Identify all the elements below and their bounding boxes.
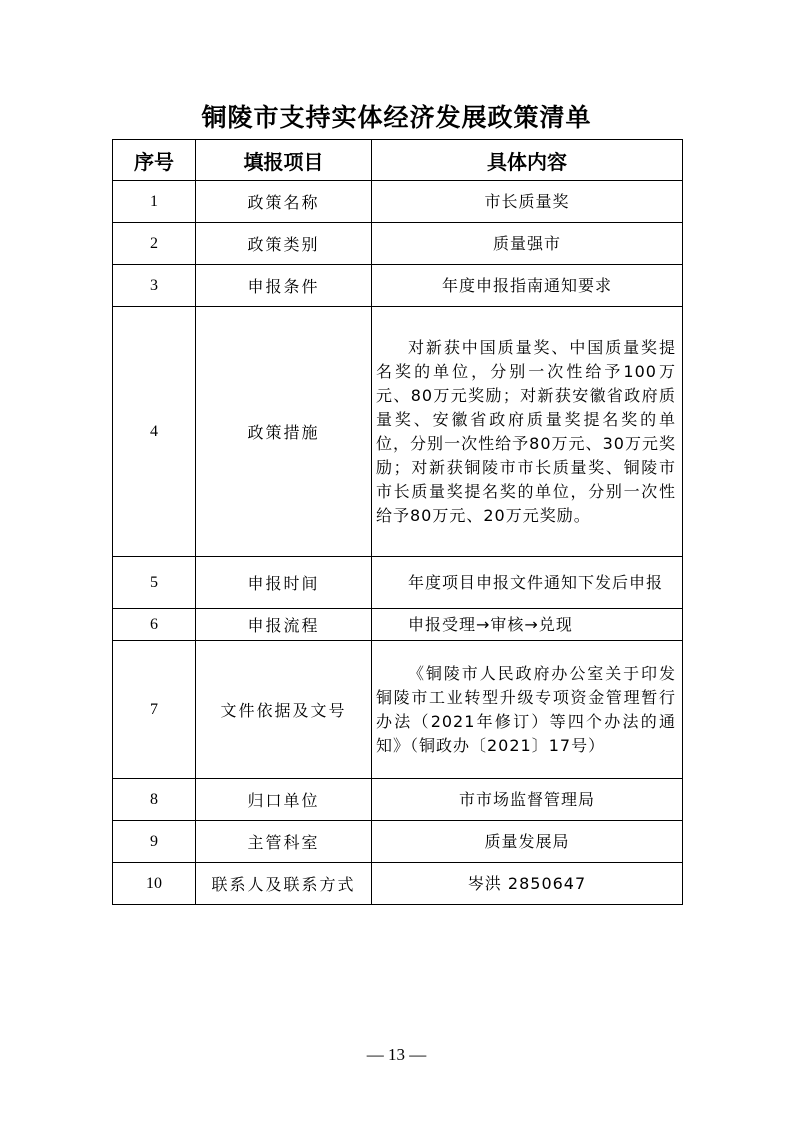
- header-serial: 序号: [113, 140, 196, 181]
- row-number: 5: [113, 557, 196, 609]
- table-row: [113, 265, 683, 307]
- row-item: 政策名称: [196, 181, 372, 223]
- row-item: 政策措施: [196, 307, 372, 557]
- header-item: 填报项目: [196, 140, 372, 181]
- row-number: 9: [113, 821, 196, 863]
- table-row: [113, 779, 683, 821]
- document-title: 铜陵市支持实体经济发展政策清单: [201, 103, 592, 132]
- row-content: 年度申报指南通知要求: [372, 265, 683, 307]
- table-row: [113, 307, 683, 557]
- table-body: [113, 181, 683, 905]
- row-number: 8: [113, 779, 196, 821]
- row-item: 主管科室: [196, 821, 372, 863]
- row-content: 《铜陵市人民政府办公室关于印发铜陵市工业转型升级专项资金管理暂行办法（2021年修订）等四个办法的通知》（铜政办〔2021〕17号）: [372, 641, 683, 779]
- row-number: 2: [113, 223, 196, 265]
- table-header: [113, 140, 683, 181]
- row-number: 3: [113, 265, 196, 307]
- table-row: [113, 181, 683, 223]
- row-content: 市长质量奖: [372, 181, 683, 223]
- row-content: 市市场监督管理局: [372, 779, 683, 821]
- row-number: 10: [113, 863, 196, 905]
- table-row: [113, 863, 683, 905]
- header-content: 具体内容: [372, 140, 683, 181]
- table-row: [113, 821, 683, 863]
- row-item: 联系人及联系方式: [196, 863, 372, 905]
- row-number: 7: [113, 641, 196, 779]
- row-item: 归口单位: [196, 779, 372, 821]
- table-row: [113, 609, 683, 641]
- row-item: 申报条件: [196, 265, 372, 307]
- page-number: — 13 —: [366, 1045, 427, 1064]
- row-number: 4: [113, 307, 196, 557]
- row-content: 申报受理→审核→兑现: [372, 609, 683, 641]
- row-item: 文件依据及文号: [196, 641, 372, 779]
- row-item: 申报时间: [196, 557, 372, 609]
- policy-table: [112, 139, 683, 905]
- row-item: 申报流程: [196, 609, 372, 641]
- row-number: 6: [113, 609, 196, 641]
- row-content: 质量强市: [372, 223, 683, 265]
- row-item: 政策类别: [196, 223, 372, 265]
- table-row: [113, 557, 683, 609]
- row-content: 年度项目申报文件通知下发后申报: [372, 557, 683, 609]
- row-content: 岑洪 2850647: [372, 863, 683, 905]
- header-row: [113, 140, 683, 181]
- table-row: [113, 223, 683, 265]
- row-content: 质量发展局: [372, 821, 683, 863]
- row-number: 1: [113, 181, 196, 223]
- table-row: [113, 641, 683, 779]
- row-content: 对新获中国质量奖、中国质量奖提名奖的单位，分别一次性给予100万元、80万元奖励；对新获安徽省政府质量奖、安徽省政府质量奖提名奖的单位，分别一次性给予80万元、30万元奖励；对新获铜陵市市长质量奖、铜陵市市长质量奖提名奖的单位，分别一次性给予80万元、20万元奖励。: [372, 307, 683, 557]
